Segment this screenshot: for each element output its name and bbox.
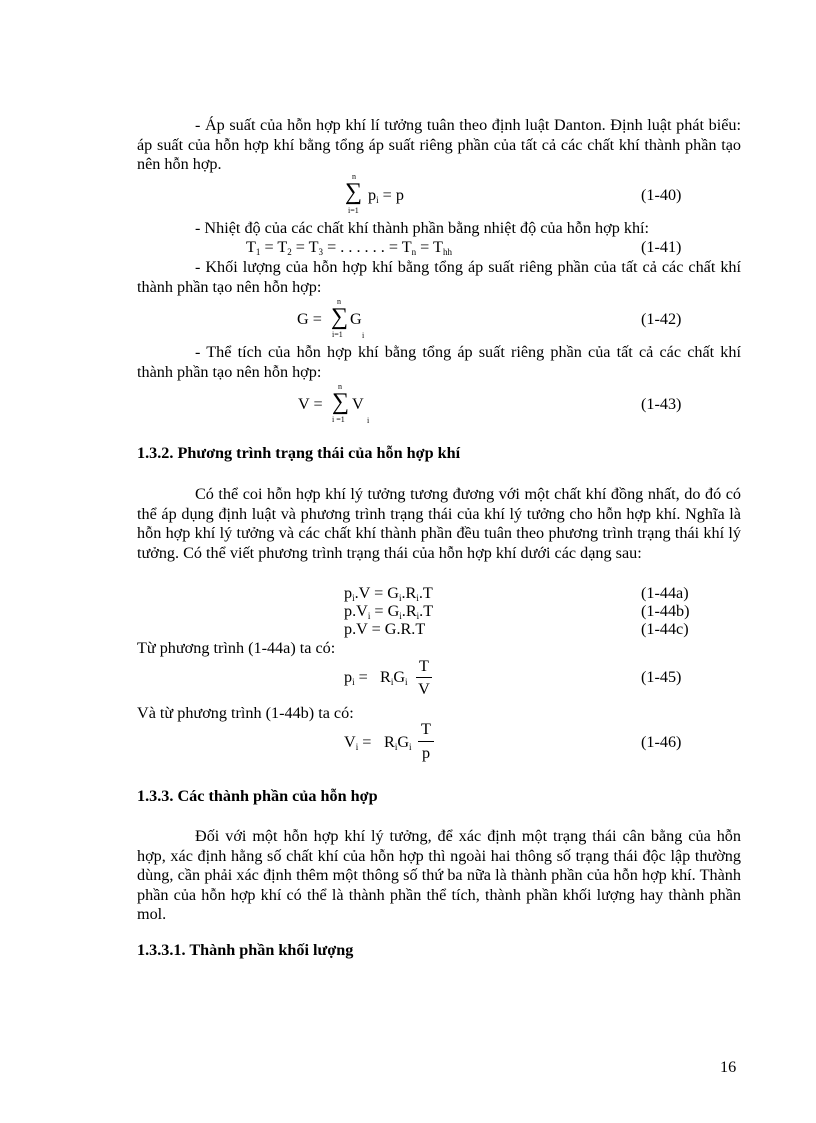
paragraph-mass: - Khối lượng của hỗn hợp khí bằng tổng áp suất riêng phần của tất cả các chất khí thành phần tạo nên hỗn hợp: [137, 258, 741, 296]
page-number: 16 [720, 1058, 737, 1076]
equation-body: p.V = G.R.T [344, 620, 426, 638]
equation-number: (1-41) [641, 238, 682, 256]
fraction-denominator: V [418, 680, 430, 698]
equation-lhs: $p_i$ = [344, 668, 368, 687]
coefficient-r: $R_iG_i$ [380, 668, 408, 687]
sum-lower-limit: i=1 [348, 206, 359, 215]
equation-number: (1-46) [641, 733, 682, 751]
sum-term: G [350, 310, 362, 328]
equation-lhs: $V_i$ = [344, 733, 372, 752]
paragraph-danton-law: - Áp suất của hỗn hợp khí lí tưởng tuân theo định luật Danton. Định luật phát biểu: áp suất của hỗn hợp khí bằng tổng áp suất riêng phần của tất cả các chất khí thành phần tạo nên hỗn hợp. [137, 116, 741, 174]
subscript-i: i [362, 331, 365, 340]
paragraph-temperature: - Nhiệt độ của các chất khí thành phần bằng nhiệt độ của hỗn hợp khí: [195, 219, 650, 237]
equation-number: (1-45) [641, 668, 682, 686]
sum-upper-limit: n [352, 172, 356, 181]
summation-symbol: ∑ [331, 304, 349, 330]
equation-body: $p_i.V = G_i.R_i.T$ [344, 584, 433, 603]
paragraph-volume: - Thể tích của hỗn hợp khí bằng tổng áp suất riêng phần của tất cả các chất khí thành phần tạo nên hỗn hợp: [137, 343, 741, 381]
fraction-numerator: T [421, 720, 431, 738]
fraction-denominator: p [421, 744, 431, 762]
equation-lhs: G = [297, 310, 322, 328]
summation-symbol: ∑ [345, 179, 363, 205]
equation-body: $p.V_i = G_i.R_i.T$ [344, 602, 434, 621]
equation-number: (1-42) [641, 310, 682, 328]
section-heading-1-3-3-1: 1.3.3.1. Thành phần khối lượng [137, 941, 354, 959]
equation-lhs: V = [298, 395, 323, 413]
equation-number: (1-44b) [641, 602, 690, 620]
subscript-i: i [376, 195, 379, 205]
text-from-1-44a: Từ phương trình (1-44a) ta có: [137, 639, 336, 657]
paragraph-state-equation: Có thể coi hỗn hợp khí lý tưởng tương đương với một chất khí đồng nhất, do đó có thể áp dụng định luật và phương trình trạng thái của khí lý tưởng cho hỗn hợp khí. Nghĩa là hỗn hợp khí lý tưởng và các chất khí thành phần đều tuân theo phương trình trạng thái khí lý tưởng. Có thể viết phương trình trạng thái của hỗn hợp khí dưới các dạng sau: [137, 485, 741, 562]
text-from-1-44b: Và từ phương trình (1-44b) ta có: [137, 704, 354, 722]
fraction-bar [416, 677, 432, 678]
sum-upper-limit: n [338, 382, 342, 391]
fraction-numerator: T [419, 657, 429, 675]
sum-lower-limit: i =1 [332, 415, 345, 424]
equation-rhs: = p [382, 186, 404, 204]
equation-number: (1-40) [641, 186, 682, 204]
equation-number: (1-43) [641, 395, 682, 413]
sum-term: V [352, 395, 364, 413]
sum-upper-limit: n [337, 297, 341, 306]
sum-lower-limit: i=1 [332, 330, 343, 339]
equation-body [368, 186, 404, 205]
section-heading-1-3-3: 1.3.3. Các thành phần của hỗn hợp [137, 787, 378, 805]
equation-number: (1-44c) [641, 620, 689, 638]
fraction-bar [418, 741, 434, 742]
term-p: p [368, 186, 377, 204]
summation-symbol: ∑ [332, 389, 350, 415]
equation-number: (1-44a) [641, 584, 689, 602]
coefficient-r: $R_iG_i$ [384, 733, 412, 752]
equation-body: $T_1 = T_2 = T_3$ = . . . . . . = $T_n = T_{hh}$ [246, 238, 452, 257]
section-heading-1-3-2: 1.3.2. Phương trình trạng thái của hỗn hợp khí [137, 444, 461, 462]
paragraph-mixture-components: Đối với một hỗn hợp khí lý tưởng, để xác định một trạng thái cân bằng của hỗn hợp, xác định hằng số chất khí của hỗn hợp thì ngoài hai thông số trạng thái độc lập thường dùng, cần phải xác định thêm một thông số thứ ba nữa là thành phần của hỗn hợp khí. Thành phần của hỗn hợp khí có thể là thành phần thể tích, thành phần khối lượng hay thành phần mol. [137, 827, 741, 924]
subscript-i: i [367, 416, 370, 425]
